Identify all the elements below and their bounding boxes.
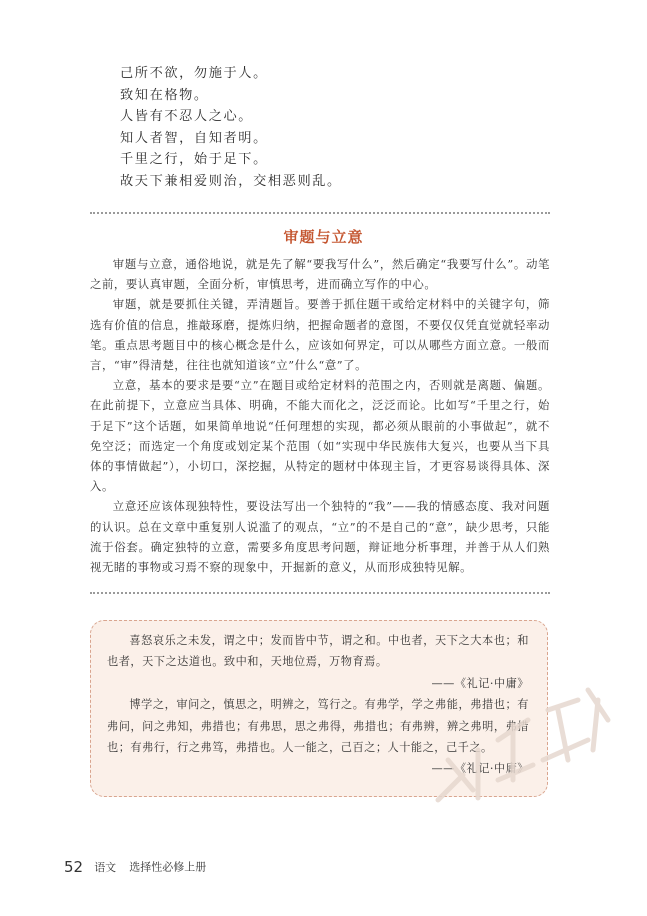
book-name: 语文: [94, 860, 117, 874]
body-paragraph: 立意还应该体现独特性，要设法写出一个独特的“我”——我的情感态度、我对问题的认识。总在文章中重复别人说滥了的观点，“立”的不是自己的“意”，缺少思考，只能流于俗套。确定独特的立意，需要多角度思考问题，辩证地分析事理，并善于从人们熟视无睹的事物或习焉不察的现象中，开掘新的意义，从而形成独特见解。: [90, 499, 550, 575]
dotted-divider-top: [90, 212, 550, 214]
classic-excerpt-box: [90, 620, 548, 797]
excerpt-content: [107, 630, 529, 780]
excerpt-source: ——《礼记·中庸》: [431, 762, 529, 776]
body-paragraph: 审题与立意，通俗地说，就是先了解“要我写什么”，然后确定“我要写什么”。动笔之前，要认真审题，全面分析，审慎思考，进而确立写作的中心。: [90, 257, 550, 292]
quote-line: 故天下兼相爱则治，交相恶则乱。: [120, 173, 342, 189]
dotted-divider-bottom: [90, 592, 550, 594]
quote-list: [120, 63, 342, 193]
quote-line: 千里之行，始于足下。: [120, 152, 268, 168]
quote-line: 己所不欲，勿施于人。: [120, 66, 268, 81]
page-footer: [64, 856, 206, 876]
body-paragraph: 立意，基本的要求是要“立”在题目或给定材料的范围之内，否则就是离题、偏题。在此前提下，立意应当具体、明确，不能大而化之，泛泛而论。比如写“千里之行，始于足下”这个话题，如果简单地说“任何理想的实现，都必须从眼前的小事做起”，就不免空泛；而选定一个角度或划定某个范围（如“实现中华民族伟大复兴，也要从当下具体的事情做起”），小切口，深挖掘，从特定的题材中体现主旨，才更容易谈得具体、深入。: [90, 378, 550, 494]
excerpt-paragraph: 喜怒哀乐之未发，谓之中；发而皆中节，谓之和。中也者，天下之大本也；和也者，天下之达道也。致中和，天地位焉，万物育焉。: [107, 634, 529, 669]
page-number: 52: [64, 857, 84, 876]
section-body: [90, 254, 550, 577]
volume-name: 选择性必修上册: [129, 860, 207, 874]
excerpt-source: ——《礼记·中庸》: [431, 676, 529, 690]
quote-line: 知人者智，自知者明。: [120, 130, 268, 146]
body-paragraph: 审题，就是要抓住关键，弄清题旨。要善于抓住题干或给定材料中的关键字句，筛选有价值的信息，推敲琢磨，提炼归纳，把握命题者的意图，不要仅仅凭直觉就轻率动笔。重点思考题目中的核心概念是什么，应该如何界定，可以从哪些方面立意。一般而言，“审”得清楚，往往也就知道该“立”什么“意”了。: [90, 297, 550, 373]
quote-line: 致知在格物。: [120, 87, 209, 103]
quote-line: 人皆有不忍人之心。: [120, 109, 254, 125]
excerpt-paragraph: 博学之，审问之，慎思之，明辨之，笃行之。有弗学，学之弗能，弗措也；有弗问，问之弗知，弗措也；有弗思，思之弗得，弗措也；有弗辨，辨之弗明，弗措也；有弗行，行之弗笃，弗措也。人一能之，己百之；人十能之，己千之。: [107, 698, 529, 755]
section-title: 审题与立意: [283, 228, 364, 246]
